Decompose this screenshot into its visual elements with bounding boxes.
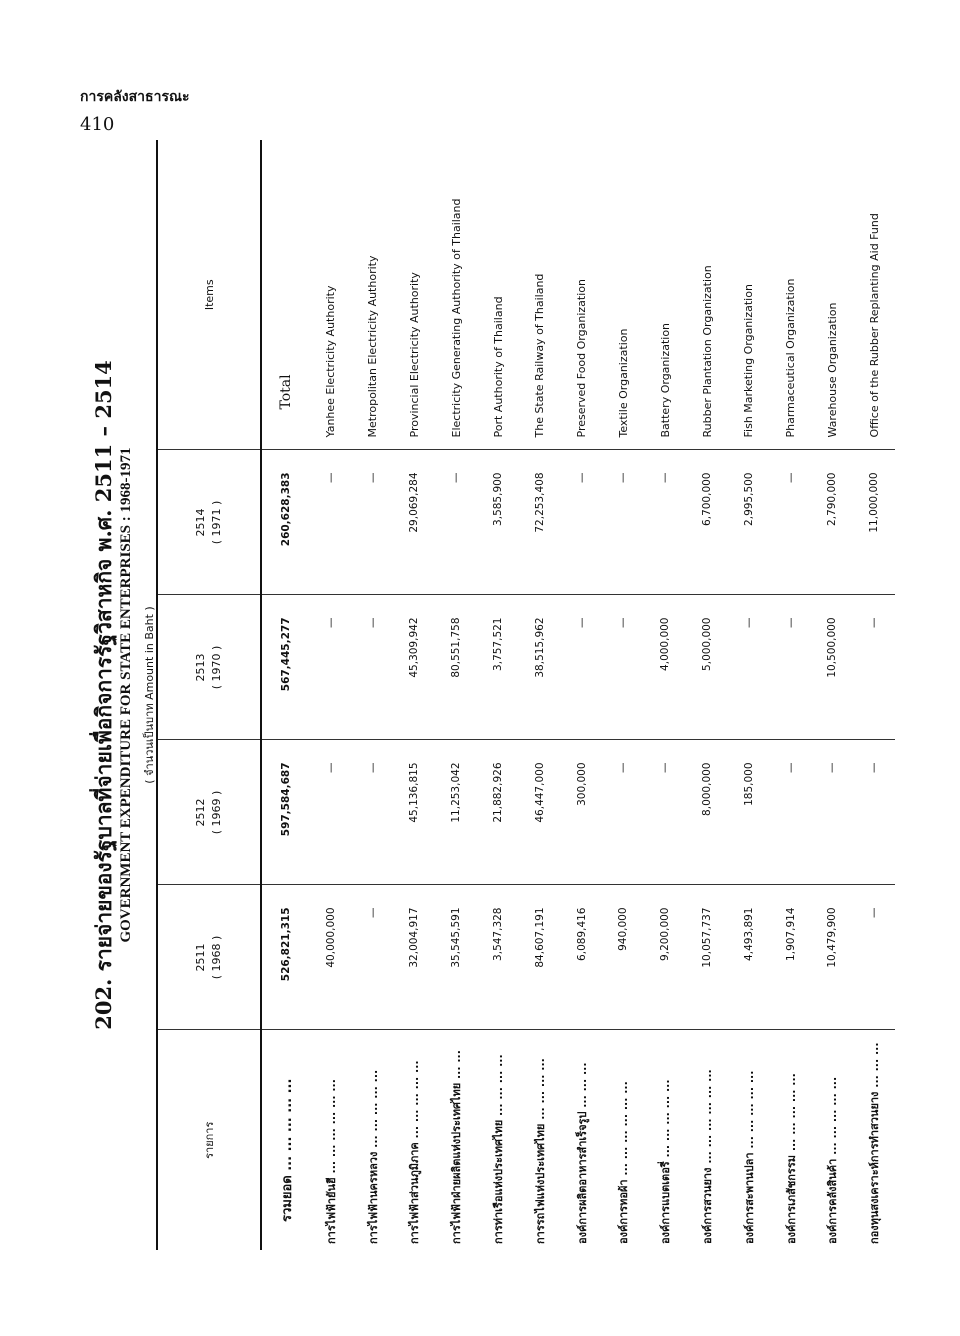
table-row — [728, 140, 770, 1250]
thai-item-label: องค์การแบตเตอรี่ ... ... ... ... ... — [644, 1030, 686, 1250]
amount-cell: — — [561, 450, 603, 595]
amount-cell: 597,584,687 — [261, 740, 310, 885]
english-item-label: Battery Organization — [658, 322, 672, 438]
amount-cell: — — [770, 595, 812, 740]
year-ce: ( 1971 ) — [210, 500, 223, 545]
amount-cell: 4,000,000 — [644, 595, 686, 740]
table-row — [435, 140, 477, 1250]
table-row — [644, 140, 686, 1250]
table-row — [519, 140, 561, 1250]
expenditure-table — [156, 140, 895, 1250]
thai-item-label: รวมยอด ... ... ... ... ... — [261, 1030, 310, 1250]
year-be: 2513 — [194, 653, 207, 682]
header-row — [157, 140, 261, 1250]
table-row — [477, 140, 519, 1250]
amount-cell: 8,000,000 — [686, 740, 728, 885]
amount-cell: — — [853, 885, 895, 1030]
amount-cell: 80,551,758 — [435, 595, 477, 740]
year-be: 2512 — [194, 798, 207, 827]
table-row — [352, 140, 394, 1250]
amount-cell: 45,136,815 — [394, 740, 436, 885]
year-be: 2514 — [194, 508, 207, 537]
english-item-label: Fish Marketing Organization — [742, 284, 756, 438]
amount-cell: 11,253,042 — [435, 740, 477, 885]
amount-cell: 11,000,000 — [853, 450, 895, 595]
thai-item-label: การไฟฟ้าฝ่ายผลิตแห่งประเทศไทย ... ... — [435, 1030, 477, 1250]
amount-cell: — — [644, 740, 686, 885]
amount-cell: 5,000,000 — [686, 595, 728, 740]
amount-cell: 46,447,000 — [519, 740, 561, 885]
english-item-label: The State Railway of Thailand — [533, 273, 547, 438]
thai-item-label: การไฟฟ้านครหลวง ... ... ... ... ... — [352, 1030, 394, 1250]
header-year-2513 — [157, 595, 261, 740]
amount-cell: — — [603, 740, 645, 885]
amount-cell: — — [310, 740, 352, 885]
page-number: 410 — [80, 114, 115, 135]
amount-cell: 21,882,926 — [477, 740, 519, 885]
thai-item-label: การไฟฟ้าส่วนภูมิภาค ... ... ... ... ... — [394, 1030, 436, 1250]
table-row — [853, 140, 895, 1250]
amount-cell: — — [603, 595, 645, 740]
amount-cell: 10,057,737 — [686, 885, 728, 1030]
amount-cell: — — [310, 595, 352, 740]
english-item-label: Rubber Plantation Organization — [700, 265, 714, 438]
thai-item-label: การท่าเรือแห่งประเทศไทย ... ... ... ... — [477, 1030, 519, 1250]
amount-cell: 1,907,914 — [770, 885, 812, 1030]
amount-cell: 10,500,000 — [812, 595, 854, 740]
thai-item-label: องค์การเภสัชกรรม ... ... ... ... ... — [770, 1030, 812, 1250]
amount-cell: — — [603, 450, 645, 595]
amount-cell: — — [853, 595, 895, 740]
table-row — [770, 140, 812, 1250]
english-item-label: Office of the Rubber Replanting Aid Fund — [867, 213, 881, 438]
amount-cell: 10,479,900 — [812, 885, 854, 1030]
amount-cell: — — [728, 595, 770, 740]
year-ce: ( 1968 ) — [210, 935, 223, 980]
table-row — [561, 140, 603, 1250]
amount-cell: 29,069,284 — [394, 450, 436, 595]
thai-item-label: องค์การคลังสินค้า ... ... ... ... ... — [812, 1030, 854, 1250]
amount-cell: — — [561, 595, 603, 740]
amount-cell: 185,000 — [728, 740, 770, 885]
thai-item-label: การไฟฟ้ายันฮี ... ... ... ... ... ... — [310, 1030, 352, 1250]
table-row — [812, 140, 854, 1250]
amount-cell: 38,515,962 — [519, 595, 561, 740]
amount-cell: 260,628,383 — [261, 450, 310, 595]
table-row — [310, 140, 352, 1250]
table-row — [394, 140, 436, 1250]
amount-cell: 84,607,191 — [519, 885, 561, 1030]
amount-cell: 35,545,591 — [435, 885, 477, 1030]
thai-item-label: การรถไฟแห่งประเทศไทย ... ... ... ... — [519, 1030, 561, 1250]
header-year-2512 — [157, 740, 261, 885]
thai-item-label: องค์การผลิตอาหารสำเร็จรูป ... ... ... — [561, 1030, 603, 1250]
table-row — [603, 140, 645, 1250]
amount-cell: 526,821,315 — [261, 885, 310, 1030]
thai-item-label: องค์การทอผ้า ... ... ... ... ... ... — [603, 1030, 645, 1250]
year-be: 2511 — [194, 943, 207, 972]
amount-cell: — — [770, 450, 812, 595]
amount-cell: — — [352, 740, 394, 885]
thai-item-label: องค์การสวนยาง ... ... ... ... ... ... — [686, 1030, 728, 1250]
english-item-label: Pharmaceutical Organization — [784, 278, 798, 438]
amount-cell: 2,995,500 — [728, 450, 770, 595]
amount-cell: 40,000,000 — [310, 885, 352, 1030]
unit-note: ( จำนวนเป็นบาท Amount in Baht ) — [143, 606, 156, 784]
english-item-label: Provincial Electricity Authority — [407, 272, 421, 438]
amount-cell: 6,089,416 — [561, 885, 603, 1030]
amount-cell: 300,000 — [561, 740, 603, 885]
amount-cell: — — [770, 740, 812, 885]
table-title-english: GOVERNMENT EXPENDITURE FOR STATE ENTERPRISES : 1968-1971 — [118, 447, 134, 943]
amount-cell: 3,585,900 — [477, 450, 519, 595]
english-item-label: Preserved Food Organization — [575, 279, 589, 438]
english-item-label: Electricity Generating Authority of Thailand — [449, 198, 463, 438]
header-thai-items: รายการ — [157, 1030, 261, 1250]
amount-cell: 9,200,000 — [644, 885, 686, 1030]
english-item-label: Textile Organization — [616, 328, 630, 438]
english-item-label: Metropolitan Electricity Authority — [366, 255, 380, 438]
amount-cell: — — [853, 740, 895, 885]
amount-cell: 72,253,408 — [519, 450, 561, 595]
header-english-items: Items — [157, 140, 261, 450]
english-item-label: Total — [278, 374, 294, 410]
thai-item-label: กองทุนสงเคราะห์การทำสวนยาง ... ... ... — [853, 1030, 895, 1250]
english-item-label: Warehouse Organization — [825, 302, 839, 438]
amount-cell: 3,757,521 — [477, 595, 519, 740]
amount-cell: — — [812, 740, 854, 885]
running-header: การคลังสาธารณะ — [80, 89, 190, 105]
table-row — [686, 140, 728, 1250]
table-body — [261, 140, 895, 1250]
amount-cell: 4,493,891 — [728, 885, 770, 1030]
amount-cell: 2,790,000 — [812, 450, 854, 595]
amount-cell: — — [310, 450, 352, 595]
amount-cell: 32,004,917 — [394, 885, 436, 1030]
amount-cell: 45,309,942 — [394, 595, 436, 740]
amount-cell: — — [352, 450, 394, 595]
amount-cell: — — [435, 450, 477, 595]
amount-cell: 3,547,328 — [477, 885, 519, 1030]
amount-cell: — — [352, 595, 394, 740]
year-ce: ( 1969 ) — [210, 790, 223, 835]
header-year-2511 — [157, 885, 261, 1030]
table-title-thai: 202. รายจ่ายของรัฐบาลที่จ่ายเพื่อกิจการรัฐวิสาหกิจ พ.ศ. 2511 – 2514 — [91, 360, 116, 1030]
year-ce: ( 1970 ) — [210, 645, 223, 690]
amount-cell: 567,445,277 — [261, 595, 310, 740]
english-item-label: Yanhee Electricity Authority — [324, 285, 338, 438]
header-year-2514 — [157, 450, 261, 595]
total-row — [261, 140, 310, 1250]
amount-cell: 6,700,000 — [686, 450, 728, 595]
amount-cell: 940,000 — [603, 885, 645, 1030]
amount-cell: — — [352, 885, 394, 1030]
thai-item-label: องค์การสะพานปลา ... ... ... ... ... — [728, 1030, 770, 1250]
rotated-table-page — [70, 140, 900, 1250]
amount-cell: — — [644, 450, 686, 595]
english-item-label: Port Authority of Thailand — [491, 296, 505, 438]
